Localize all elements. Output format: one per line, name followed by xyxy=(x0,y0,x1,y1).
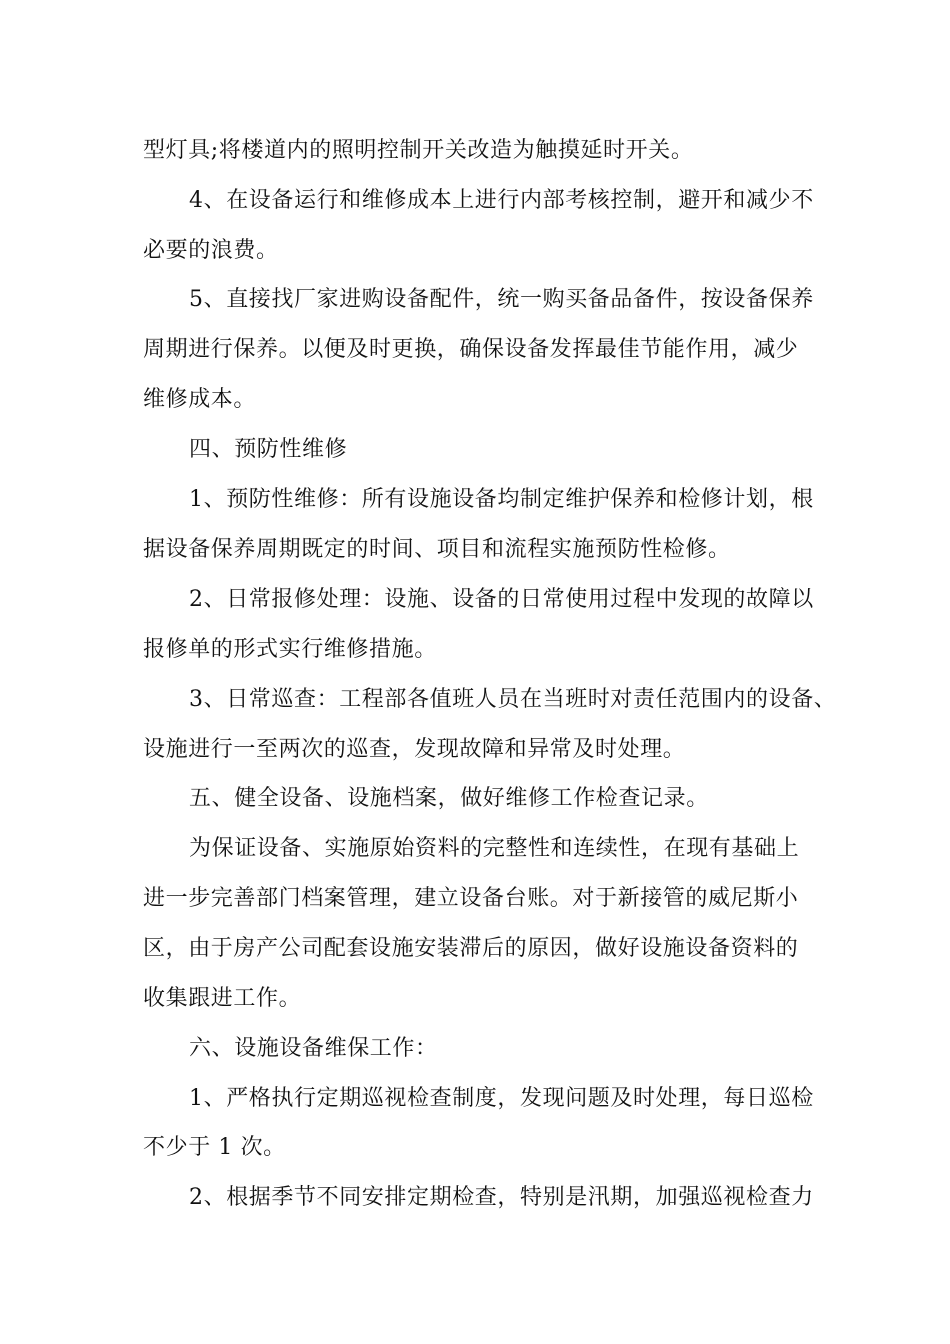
section-heading: 六、设施设备维保工作： xyxy=(189,1036,438,1061)
text-line: 区，由于房产公司配套设施安装滞后的原因，做好设施设备资料的 xyxy=(143,936,799,961)
text-line: 周期进行保养。以便及时更换，确保设备发挥最佳节能作用，减少 xyxy=(143,337,799,362)
text-line: 为保证设备、实施原始资料的完整性和连续性，在现有基础上 xyxy=(189,836,800,861)
text-line: 4、在设备运行和维修成本上进行内部考核控制，避开和减少不 xyxy=(189,188,814,213)
section-heading: 四、预防性维修 xyxy=(189,437,348,462)
text-line: 设施进行一至两次的巡查，发现故障和异常及时处理。 xyxy=(143,737,686,762)
text-line: 1、严格执行定期巡视检查制度，发现问题及时处理，每日巡检 xyxy=(189,1086,814,1111)
text-line: 不少于 1 次。 xyxy=(143,1135,286,1160)
text-line: 型灯具;将楼道内的照明控制开关改造为触摸延时开关。 xyxy=(143,138,694,163)
text-line: 必要的浪费。 xyxy=(143,238,279,263)
text-line: 进一步完善部门档案管理，建立设备台账。对于新接管的威尼斯小 xyxy=(143,886,799,911)
text-line: 报修单的形式实行维修措施。 xyxy=(143,637,437,662)
text-line: 5、直接找厂家进购设备配件，统一购买备品备件，按设备保养 xyxy=(189,287,814,312)
text-line: 3、日常巡查：工程部各值班人员在当班时对责任范围内的设备、 xyxy=(189,687,837,712)
text-line: 1、预防性维修：所有设施设备均制定维护保养和检修计划，根 xyxy=(189,487,814,512)
text-line: 收集跟进工作。 xyxy=(143,986,302,1011)
text-line: 2、日常报修处理：设施、设备的日常使用过程中发现的故障以 xyxy=(189,587,814,612)
text-line: 2、根据季节不同安排定期检查，特别是汛期，加强巡视检查力 xyxy=(189,1185,814,1210)
section-heading: 五、健全设备、设施档案，做好维修工作检查记录。 xyxy=(189,786,709,811)
text-line: 据设备保养周期既定的时间、项目和流程实施预防性检修。 xyxy=(143,537,731,562)
text-line: 维修成本。 xyxy=(143,387,257,412)
